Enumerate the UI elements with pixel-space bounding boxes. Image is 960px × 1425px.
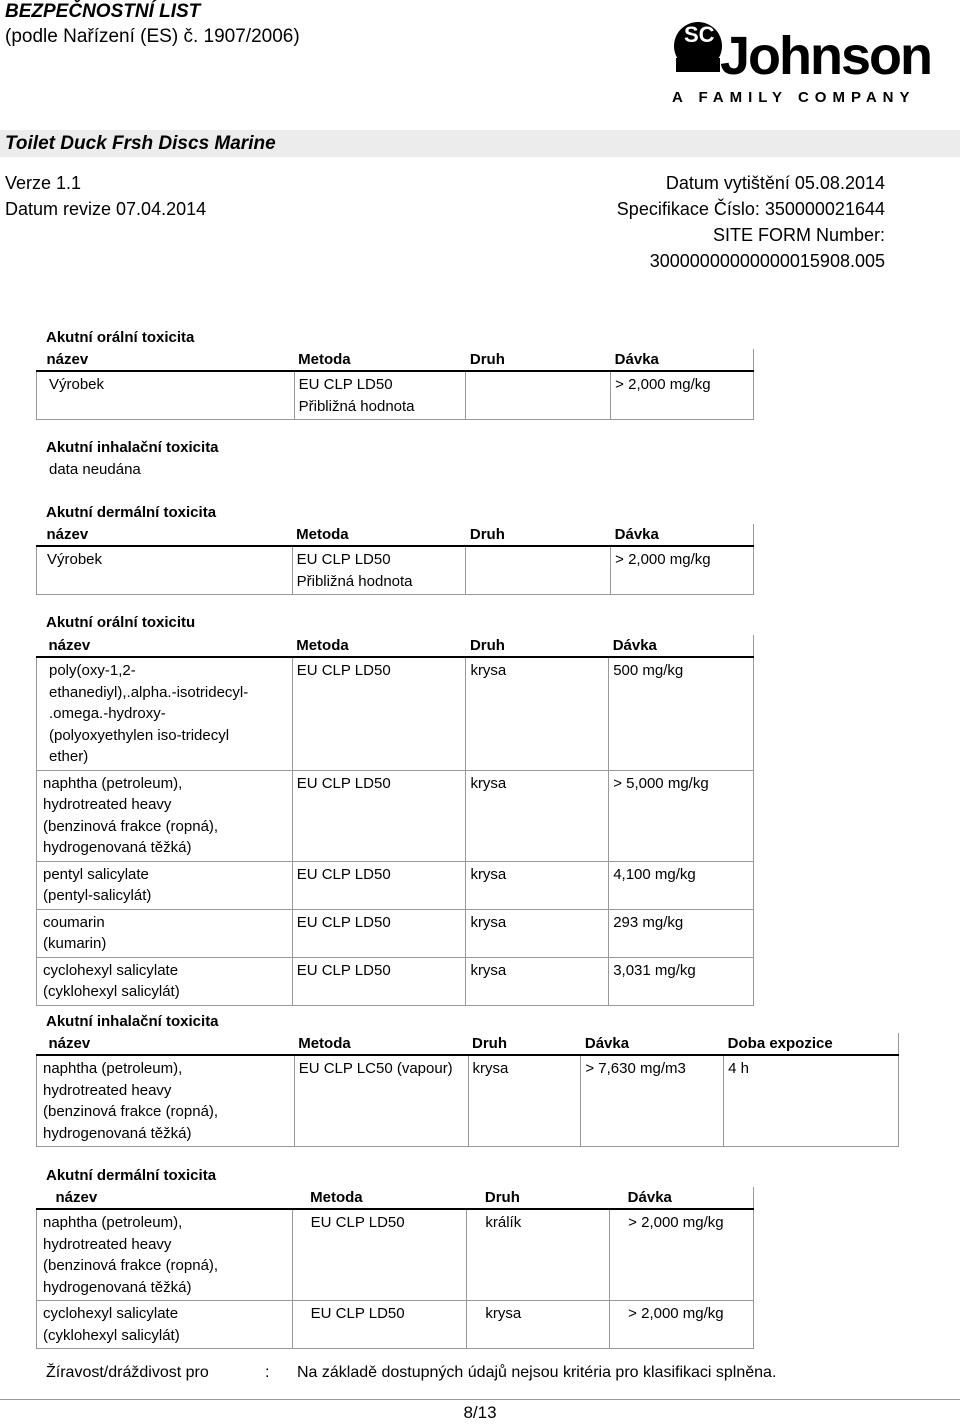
cell-dose: 500 mg/kg xyxy=(609,657,754,770)
cell-species: krysa xyxy=(466,861,609,909)
cell-dose: 3,031 mg/kg xyxy=(609,957,754,1005)
col-method: Metoda xyxy=(292,635,466,657)
table-row xyxy=(37,1055,899,1147)
dermal-product-table xyxy=(36,524,754,595)
site-form-number: 30000000000000015908.005 xyxy=(649,251,885,271)
col-name: název xyxy=(37,1187,293,1209)
cell-dose: 293 mg/kg xyxy=(609,909,754,957)
cell-species: krysa xyxy=(466,909,609,957)
cell-dose: > 7,630 mg/m3 xyxy=(581,1055,724,1147)
cell-name: Výrobek xyxy=(37,546,293,595)
svg-text:SC: SC xyxy=(684,22,715,47)
cell-name: poly(oxy-1,2- ethanediyl),.alpha.-isotridecyl- .omega.-hydroxy- (polyoxyethylen iso-tridecyl ether) xyxy=(37,657,293,770)
corrosion-label: Žíravost/dráždivost pro xyxy=(46,1364,209,1381)
footer-divider xyxy=(0,1399,960,1400)
col-method: Metoda xyxy=(294,1033,468,1055)
site-form-label: SITE FORM Number: xyxy=(712,225,885,245)
col-species: Druh xyxy=(467,1187,610,1209)
cell-name: pentyl salicylate (pentyl-salicylát) xyxy=(37,861,293,909)
col-exposure: Doba expozice xyxy=(724,1033,899,1055)
table-header-row xyxy=(37,524,754,546)
cell-dose: > 2,000 mg/kg xyxy=(611,546,754,595)
col-name: název xyxy=(37,1033,295,1055)
cell-dose: > 5,000 mg/kg xyxy=(609,770,754,861)
section-title-dermal-components: Akutní dermální toxicita xyxy=(46,1167,217,1184)
table-row xyxy=(37,371,754,420)
cell-name: Výrobek xyxy=(37,371,295,420)
cell-method: EU CLP LD50 Přibližná hodnota xyxy=(292,546,466,595)
cell-method: EU CLP LC50 (vapour) xyxy=(294,1055,468,1147)
table-header-row xyxy=(37,635,754,657)
page-number: 8/13 xyxy=(463,1403,497,1422)
cell-dose: > 2,000 mg/kg xyxy=(610,1301,754,1349)
revision-date: Datum revize 07.04.2014 xyxy=(5,199,207,219)
inhal-components-table xyxy=(36,1033,899,1147)
section-title-oral-components: Akutní orální toxicitu xyxy=(46,614,196,631)
cell-dose: 4,100 mg/kg xyxy=(609,861,754,909)
cell-method: EU CLP LD50 xyxy=(292,770,466,861)
col-name: název xyxy=(37,349,295,371)
cell-method: EU CLP LD50 xyxy=(292,861,466,909)
table-row xyxy=(37,770,754,861)
oral-components-table xyxy=(36,635,754,1006)
col-species: Druh xyxy=(466,349,611,371)
document-title: BEZPEČNOSTNÍ LIST xyxy=(5,1,201,22)
svg-text:Johnson: Johnson xyxy=(720,26,931,86)
col-name: název xyxy=(37,635,293,657)
svg-text:A FAMILY COMPANY: A FAMILY COMPANY xyxy=(672,89,916,106)
section-title-dermal-product: Akutní dermální toxicita xyxy=(46,504,217,521)
cell-method: EU CLP LD50 xyxy=(292,909,466,957)
col-name: název xyxy=(37,524,293,546)
col-species: Druh xyxy=(468,1033,581,1055)
table-row xyxy=(37,957,754,1005)
col-dose: Dávka xyxy=(611,524,754,546)
dermal-components-table xyxy=(36,1187,754,1349)
cell-species xyxy=(466,371,611,420)
section-title-oral-product: Akutní orální toxicita xyxy=(46,329,195,346)
oral-product-table xyxy=(36,349,754,420)
cell-method: EU CLP LD50 xyxy=(292,957,466,1005)
col-method: Metoda xyxy=(292,1187,467,1209)
cell-method: EU CLP LD50 Přibližná hodnota xyxy=(294,371,466,420)
cell-name: cyclohexyl salicylate (cyklohexyl salicylát) xyxy=(37,957,293,1005)
cell-method: EU CLP LD50 xyxy=(292,657,466,770)
table-row xyxy=(37,1209,754,1301)
table-header-row xyxy=(37,349,754,371)
spec-number: Specifikace Číslo: 350000021644 xyxy=(616,199,885,219)
cell-dose: > 2,000 mg/kg xyxy=(610,1209,754,1301)
col-dose: Dávka xyxy=(611,349,754,371)
col-dose: Dávka xyxy=(609,635,754,657)
col-dose: Dávka xyxy=(610,1187,754,1209)
cell-species: krysa xyxy=(466,770,609,861)
table-row xyxy=(37,1301,754,1349)
version: Verze 1.1 xyxy=(5,173,82,193)
col-method: Metoda xyxy=(294,349,466,371)
col-dose: Dávka xyxy=(581,1033,724,1055)
cell-name: naphtha (petroleum), hydrotreated heavy (benzinová frakce (ropná), hydrogenovaná těžká) xyxy=(37,1209,293,1301)
table-row xyxy=(37,909,754,957)
cell-species: krysa xyxy=(466,657,609,770)
cell-name: naphtha (petroleum), hydrotreated heavy (benzinová frakce (ropná), hydrogenovaná těžká) xyxy=(37,1055,295,1147)
cell-species: krysa xyxy=(467,1301,610,1349)
table-row xyxy=(37,546,754,595)
cell-species: králík xyxy=(467,1209,610,1301)
cell-species: krysa xyxy=(468,1055,581,1147)
table-row xyxy=(37,657,754,770)
cell-method: EU CLP LD50 xyxy=(292,1301,467,1349)
cell-method: EU CLP LD50 xyxy=(292,1209,467,1301)
cell-name: cyclohexyl salicylate (cyklohexyl salicylát) xyxy=(37,1301,293,1349)
cell-name: naphtha (petroleum), hydrotreated heavy (benzinová frakce (ropná), hydrogenovaná těžká) xyxy=(37,770,293,861)
col-species: Druh xyxy=(466,524,611,546)
cell-species: krysa xyxy=(466,957,609,1005)
cell-dose: > 2,000 mg/kg xyxy=(611,371,754,420)
section-title-inhal-components: Akutní inhalační toxicita xyxy=(46,1013,219,1030)
document-subtitle: (podle Nařízení (ES) č. 1907/2006) xyxy=(5,26,300,47)
cell-name: coumarin (kumarin) xyxy=(37,909,293,957)
table-row xyxy=(37,861,754,909)
section-title-inhal-product: Akutní inhalační toxicita xyxy=(46,439,219,456)
inhal-product-text: data neudána xyxy=(49,461,141,478)
table-header-row xyxy=(37,1187,754,1209)
product-name: Toilet Duck Frsh Discs Marine xyxy=(5,133,276,154)
cell-exposure: 4 h xyxy=(724,1055,899,1147)
table-header-row xyxy=(37,1033,899,1055)
cell-species xyxy=(466,546,611,595)
sc-johnson-logo xyxy=(668,8,931,108)
col-species: Druh xyxy=(466,635,609,657)
corrosion-text: Na základě dostupných údajů nejsou kritéria pro klasifikaci splněna. xyxy=(297,1364,777,1381)
col-method: Metoda xyxy=(292,524,466,546)
print-date: Datum vytištění 05.08.2014 xyxy=(665,173,885,193)
corrosion-colon: : xyxy=(265,1364,270,1381)
